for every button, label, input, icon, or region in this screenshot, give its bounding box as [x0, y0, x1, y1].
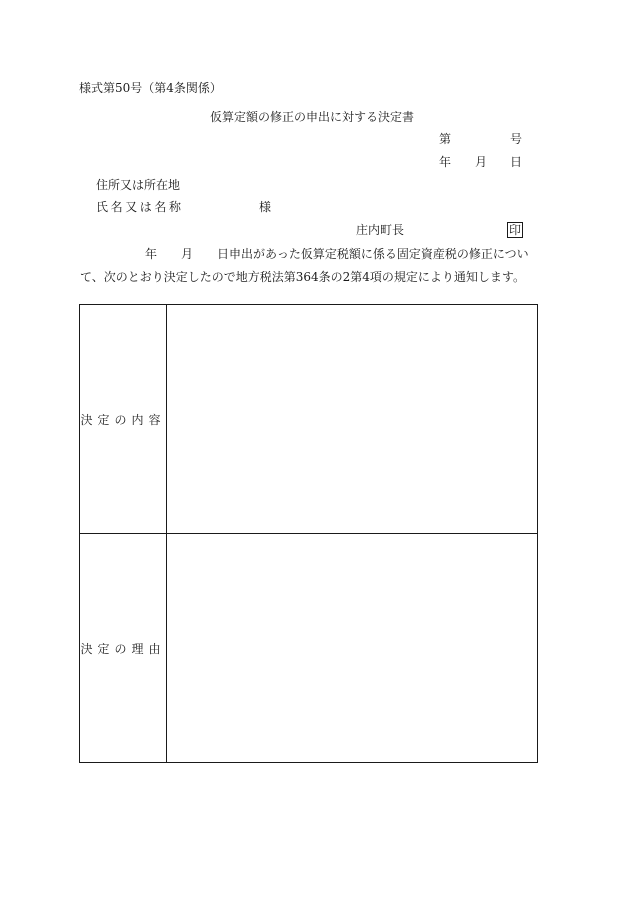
- body-month-marker: 月: [181, 247, 194, 261]
- body-year-marker: 年: [145, 247, 158, 261]
- issue-number-suffix: 号: [510, 132, 523, 146]
- issuer-title: 庄内町長: [356, 223, 405, 237]
- decision-reason-row: [80, 534, 538, 763]
- document-title: 仮算定額の修正の申出に対する決定書: [210, 110, 415, 124]
- decision-content-field[interactable]: [167, 305, 538, 534]
- form-number: 様式第50号（第4条関係）: [79, 81, 222, 95]
- decision-reason-label: 決定の理由: [80, 534, 167, 763]
- decision-reason-field[interactable]: [167, 534, 538, 763]
- recipient-name-label: 氏名又は名称: [96, 200, 184, 214]
- issue-date-day: 日: [510, 155, 523, 169]
- decision-content-label: 決定の内容: [80, 305, 167, 534]
- seal-mark: 印: [509, 223, 522, 237]
- recipient-honorific: 様: [259, 200, 272, 214]
- body-line-2: て、次のとおり決定したので地方税法第364条の2第4項の規定により通知します。: [80, 270, 525, 284]
- issue-number-prefix: 第: [439, 132, 452, 146]
- decision-table: [79, 304, 538, 763]
- issue-date-month: 月: [475, 155, 488, 169]
- recipient-address-label: 住所又は所在地: [96, 178, 181, 192]
- body-line-1-text: 日申出があった仮算定税額に係る固定資産税の修正につい: [217, 247, 529, 261]
- decision-content-row: [80, 305, 538, 534]
- issue-date-year: 年: [439, 155, 452, 169]
